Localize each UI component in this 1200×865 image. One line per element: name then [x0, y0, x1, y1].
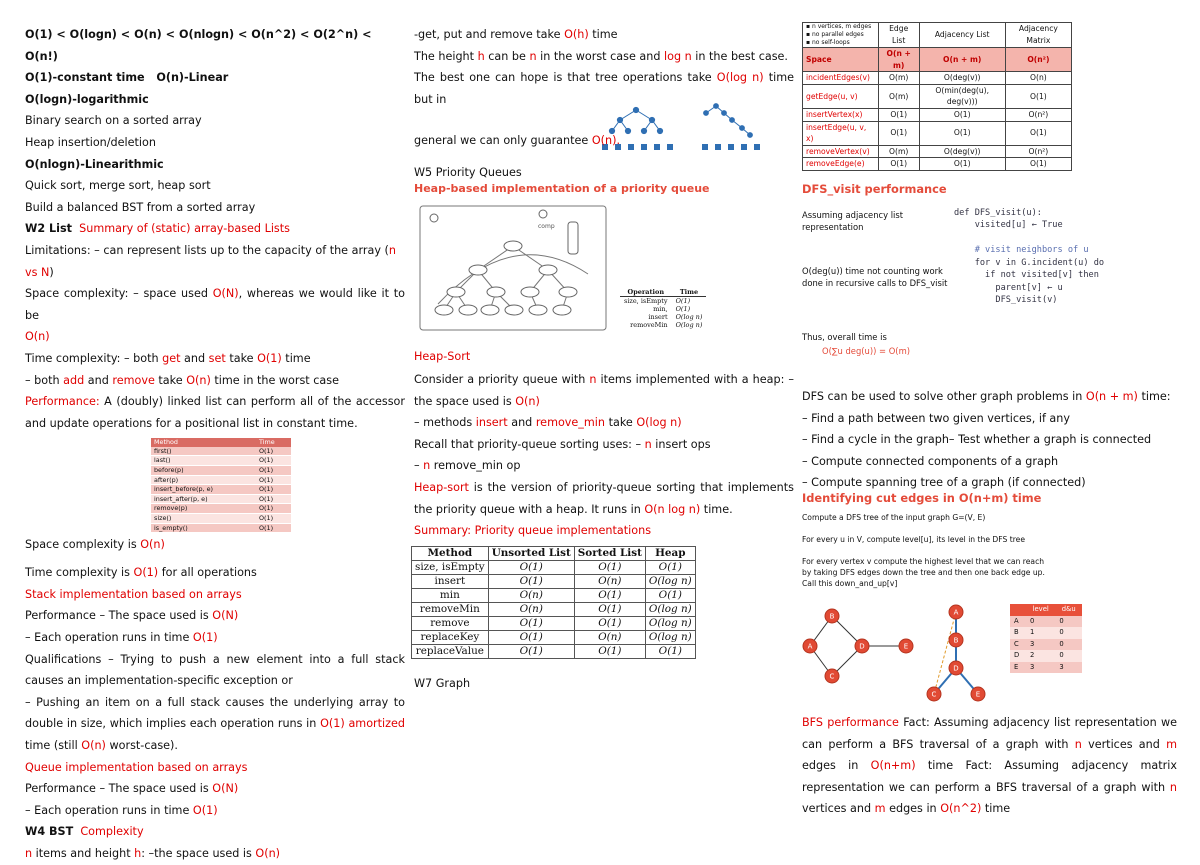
pq-value-cell: O(log n) [645, 616, 695, 630]
heap-op-name: size, isEmpty [624, 296, 668, 305]
dfs-assume: Assuming adjacency list representation [802, 209, 904, 232]
method-row [151, 504, 291, 514]
dfs-tree-node-label: E [975, 690, 981, 699]
pq-value-cell: O(n) [574, 574, 645, 588]
graph-op-row [803, 121, 1072, 145]
cut-cell: E [1014, 662, 1019, 671]
graph-structure-table [802, 22, 1072, 171]
time-cell: O(1) [256, 494, 291, 504]
queue-perf: Performance – The space used is O(N) [25, 782, 239, 796]
pq-row [412, 588, 696, 602]
method-row [151, 494, 291, 504]
cut-title: Identifying cut edges in O(n+m) time [802, 490, 1042, 505]
adj-matrix-header: Adjacency Matrix [1005, 23, 1071, 48]
dfs-tree-node-label: C [931, 690, 937, 699]
dfs-tree-node-label: D [953, 664, 959, 673]
cut-cell: A [1014, 616, 1019, 625]
cut-step-3: For every vertex v compute the highest level that we can reach by taking DFS edges down the tree and then one back edge up. Call this down_and_up[v] [802, 556, 1045, 588]
stack-title: Stack implementation based on arrays [25, 587, 242, 601]
heap-op-name: insert [648, 312, 668, 321]
dfs-tree-node-label: B [953, 636, 959, 645]
cut-cell: 2 [1030, 651, 1035, 660]
cut-cell: 3 [1030, 639, 1035, 648]
method-cell: before(p) [151, 466, 256, 476]
queue-title: Queue implementation based on arrays [25, 760, 248, 774]
pq-summary-table [411, 546, 696, 659]
cut-cell: 0 [1030, 616, 1035, 625]
method-row [151, 447, 291, 456]
code-line: for v in G.incident(u) do [954, 257, 1105, 268]
graph-node-label: B [829, 612, 835, 621]
heap-sort-title: Heap-Sort [414, 349, 471, 363]
pq-value-cell: O(1) [488, 560, 574, 574]
get-put-remove: -get, put and remove take O(h) time [414, 28, 618, 41]
time-cell: O(1) [256, 485, 291, 495]
cut-cell: 0 [1059, 616, 1064, 625]
time-cell: O(1) [256, 456, 291, 466]
pq-value-cell: O(log n) [645, 630, 695, 644]
code-line: parent[v] ← u [954, 282, 1063, 293]
heap-op-name: min, [653, 304, 668, 313]
dfs-use-1: – Find a path between two given vertices, if any [802, 411, 1071, 425]
log-title: O(logn)-logarithmic [25, 92, 149, 106]
column-1 [25, 24, 405, 865]
pq-header-cell: Sorted List [574, 546, 645, 560]
dfs-use-3: – Compute connected components of a graph [802, 454, 1059, 468]
w2-heading: W2 List Summary of (static) array-based Lists [25, 222, 290, 236]
pq-row [412, 560, 696, 574]
dfs-use-2: – Find a cycle in the graph– Test whether a graph is connected [802, 433, 1152, 447]
graph-op-name: insertVertex(x) [803, 108, 879, 121]
time-cell: O(1) [256, 504, 291, 514]
legend-2: ▪ no parallel edges [806, 31, 864, 38]
cut-row [1010, 662, 1082, 674]
dfs-title: DFS_visit performance [802, 181, 947, 196]
graph-op-cost: O(1) [1005, 121, 1071, 145]
complexity-order: O(1) < O(logn) < O(n) < O(nlogn) < O(n^2) < O(2^n) < O(n!) [25, 28, 372, 63]
pq-value-cell: O(1) [488, 574, 574, 588]
method-row [151, 514, 291, 524]
graph-op-row [803, 84, 1072, 108]
pq-value-cell: O(n) [574, 630, 645, 644]
legend-cell [803, 23, 879, 48]
pq-value-cell: O(1) [574, 588, 645, 602]
graph-node-label: A [807, 642, 813, 651]
pq-value-cell: O(1) [574, 644, 645, 658]
graph-op-name: insertEdge(u, v, x) [803, 121, 879, 145]
method-row [151, 475, 291, 485]
cut-cell: 1 [1030, 628, 1035, 637]
pq-value-cell: O(1) [645, 560, 695, 574]
graph-op-cost: O(n²) [1005, 108, 1071, 121]
heap-op-time: O(1) [675, 304, 691, 313]
pq-row [412, 602, 696, 616]
limitations: Limitations: – can represent lists up to the capacity of the array (n vs N) [25, 243, 396, 279]
pq-value-cell: O(1) [488, 644, 574, 658]
cut-cell: 0 [1059, 639, 1064, 648]
legend-3: ▪ no self-loops [806, 39, 850, 46]
pq-method-cell: remove [412, 616, 489, 630]
method-cell: last() [151, 456, 256, 466]
method-header: Method [151, 438, 256, 447]
method-cell: remove(p) [151, 504, 256, 514]
method-cell: insert_before(p, e) [151, 485, 256, 495]
heap-op-row [620, 296, 706, 305]
heap-op-time: O(log n) [675, 312, 703, 321]
dfs-tree-node-label: A [953, 608, 959, 617]
heap-sort-1: Consider a priority queue with n items implemented with a heap: – the space used is O(n) [414, 372, 795, 408]
queue-each: – Each operation runs in time O(1) [25, 803, 218, 817]
heap-op-name: removeMin [630, 320, 668, 329]
time-cell: O(1) [256, 447, 291, 456]
stack-each: – Each operation runs in time O(1) [25, 631, 218, 645]
code-line: if not visited[v] then [954, 270, 1099, 281]
cut-header-cell: level [1032, 604, 1049, 613]
nlogn-example-2: Build a balanced BST from a sorted array [25, 200, 256, 214]
graph-op-cost: O(1) [919, 158, 1005, 171]
graph-op-row [803, 158, 1072, 171]
dfs-odeg: O(deg(u)) time not counting work done in recursive calls to DFS_visit [802, 265, 948, 288]
bfs-performance: BFS performance Fact: Assuming adjacency list representation we can perform a BFS traversal of a graph with n vertices and m edges in O(n+m) time Fact: Assuming adjacency matrix representation we can perform a BFS traversal of a graph with n vertices and m edges in O(n^2) time [802, 715, 1178, 816]
log-example-1: Binary search on a sorted array [25, 114, 202, 128]
method-cell: first() [151, 447, 256, 456]
code-line [954, 232, 1104, 245]
graph-op-cost: O(min(deg(u), deg(v))) [919, 84, 1005, 108]
pq-row [412, 574, 696, 588]
tree-height: The height h can be n in the worst case and log n in the best case. [414, 49, 788, 63]
time-cell: O(1) [256, 475, 291, 485]
code-line: def DFS_visit(u): [954, 207, 1042, 218]
pq-value-cell: O(1) [574, 560, 645, 574]
graph-node-label: C [829, 672, 835, 681]
graph-op-row [803, 145, 1072, 158]
heap-sort-2: – methods insert and remove_min take O(log n) [414, 416, 682, 430]
pq-value-cell: O(1) [574, 602, 645, 616]
graph-op-cost: O(deg(v)) [919, 145, 1005, 158]
cut-header-cell [1010, 604, 1026, 616]
pq-value-cell: O(1) [488, 616, 574, 630]
time-cell: O(1) [256, 523, 291, 533]
dfs-thus: Thus, overall time is [802, 331, 887, 342]
cut-cell: 3 [1059, 662, 1064, 671]
heap-sort-4: – n remove_min op [414, 459, 521, 473]
graph-op-cost: O(1) [1005, 84, 1071, 108]
method-row [151, 466, 291, 476]
pq-row [412, 616, 696, 630]
pq-value-cell: O(n) [488, 602, 574, 616]
cut-edges-figure [802, 490, 1177, 712]
pq-value-cell: O(n) [488, 588, 574, 602]
cut-step-2: For every u in V, compute level[u], its level in the DFS tree [802, 534, 1026, 544]
cut-cell: 3 [1030, 662, 1035, 671]
guarantee-row [414, 110, 794, 154]
heap-op-row [620, 321, 706, 329]
guarantee: general we can only guarantee O(n). [414, 134, 621, 148]
heap-op-time: O(1) [675, 296, 691, 305]
graph-op-cost: O(m) [878, 145, 919, 158]
w7-heading: W7 Graph [414, 676, 471, 690]
method-row [151, 456, 291, 466]
graph-op-cost: O(1) [919, 121, 1005, 145]
pq-header-cell: Method [412, 546, 489, 560]
graph-op-name: incidentEdges(v) [803, 72, 879, 85]
pq-header-cell: Unsorted List [488, 546, 574, 560]
cut-cell: D [1014, 651, 1020, 660]
space-is-on: Space complexity is O(n) [25, 538, 165, 552]
graph-op-cost: O(m) [878, 72, 919, 85]
code-line: visited[u] ← True [954, 220, 1063, 231]
cut-row [1010, 627, 1082, 639]
cut-header-cell: d&u [1061, 604, 1076, 613]
pq-method-cell: removeMin [412, 602, 489, 616]
cut-edge-graphs [800, 598, 1010, 710]
heap-figure [414, 181, 794, 369]
graph-op-cost: O(m) [878, 84, 919, 108]
pq-method-cell: replaceKey [412, 630, 489, 644]
column-3 [802, 22, 1177, 820]
method-cell: is_empty() [151, 523, 256, 533]
pq-value-cell: O(log n) [645, 574, 695, 588]
performance-linked-list: Performance: A (doubly) linked list can perform all of the accessor and update operations for a positional list in constant time. [25, 395, 405, 430]
code-line: # visit neighbors of u [954, 245, 1089, 256]
w5-heading: W5 Priority Queues [414, 166, 522, 180]
heap-ops-table: Operation Time size, isEmpty O(1) min, O(1) insert O(log n) removeMin O(log n) [620, 288, 706, 329]
graph-op-row [803, 72, 1072, 85]
method-row [151, 523, 291, 533]
dfs-use-4: – Compute spanning tree of a graph (if connected) [802, 476, 1086, 490]
graph-op-cost: O(1) [878, 158, 919, 171]
method-row [151, 485, 291, 495]
time-complexity: Time complexity: – both get and set take O(1) time [25, 351, 311, 365]
graph-op-row [803, 108, 1072, 121]
graph-op-name: removeEdge(e) [803, 158, 879, 171]
bst-shapes-figure [602, 104, 777, 152]
heap-figure-title: Heap-based implementation of a priority queue [414, 181, 710, 195]
graph-op-cost: O(1) [878, 121, 919, 145]
pq-row [412, 644, 696, 658]
time-header: Time [256, 438, 291, 447]
graph-op-cost: O(n²) [1005, 145, 1071, 158]
best-hope: The best one can hope is that tree operations take O(log n) time but in [414, 71, 794, 106]
stack-perf: Performance – The space used is O(N) [25, 609, 239, 623]
code-line: DFS_visit(v) [954, 295, 1058, 306]
nlogn-example-1: Quick sort, merge sort, heap sort [25, 179, 211, 193]
method-cell: insert_after(p, e) [151, 494, 256, 504]
pq-value-cell: O(1) [574, 616, 645, 630]
cut-row [1010, 650, 1082, 662]
space-label: Space [803, 48, 879, 72]
method-cell: after(p) [151, 475, 256, 485]
pq-method-cell: replaceValue [412, 644, 489, 658]
dfs-uses: DFS can be used to solve other graph problems in O(n + m) time: [802, 389, 1171, 403]
cut-row [1010, 639, 1082, 651]
nlogn-title: O(nlogn)-Linearithmic [25, 157, 164, 171]
comp-label: comp [538, 222, 555, 230]
add-remove: – both add and remove take O(n) time in the worst case [25, 373, 339, 387]
pushing: – Pushing an item on a full stack causes the underlying array to double in size, which implies each operation runs in O(1) amortized time (still O(n) worst-case). [25, 695, 405, 753]
pq-method-cell: size, isEmpty [412, 560, 489, 574]
adj-list-header: Adjacency List [919, 23, 1005, 48]
heap-op-row [620, 313, 706, 321]
pq-value-cell: O(1) [645, 644, 695, 658]
graph-op-name: removeVertex(v) [803, 145, 879, 158]
method-cell: size() [151, 514, 256, 524]
graph-op-cost: O(deg(v)) [919, 72, 1005, 85]
column-2 [414, 24, 794, 694]
edge-list-header: Edge List [878, 23, 919, 48]
space-value: O(n + m) [919, 48, 1005, 72]
pq-value-cell: O(log n) [645, 602, 695, 616]
heap-sort-3: Recall that priority-queue sorting uses: – n insert ops [414, 437, 711, 451]
graph-op-cost: O(1) [1005, 158, 1071, 171]
heap-sort-5: Heap-sort is the version of priority-queue sorting that implements the priority queue with a heap. It runs in O(n log n) time. [414, 480, 794, 516]
heap-op-time: O(log n) [675, 320, 703, 329]
pq-method-cell: insert [412, 574, 489, 588]
graph-op-name: getEdge(u, v) [803, 84, 879, 108]
cut-cell: C [1014, 639, 1019, 648]
space-value: O(n²) [1005, 48, 1071, 72]
cut-level-table [1010, 604, 1082, 674]
pq-value-cell: O(1) [645, 588, 695, 602]
time-cell: O(1) [256, 466, 291, 476]
time-cell: O(1) [256, 514, 291, 524]
graph-node-label: D [859, 642, 865, 651]
heap-op-row [620, 305, 706, 313]
method-table-area [25, 434, 405, 552]
dfs-code [954, 207, 1104, 307]
dfs-total: O(∑u deg(u)) = O(m) [822, 345, 910, 356]
pq-summary-title: Summary: Priority queue implementations [414, 524, 652, 538]
graph-op-cost: O(1) [878, 108, 919, 121]
pq-header-cell: Heap [645, 546, 695, 560]
pq-value-cell: O(1) [488, 630, 574, 644]
pq-row [412, 630, 696, 644]
const-linear: O(1)-constant time O(n)-Linear [25, 71, 229, 85]
space-value: O(n + m) [878, 48, 919, 72]
log-example-2: Heap insertion/deletion [25, 135, 156, 149]
cut-row [1010, 616, 1082, 628]
qualifications: Qualifications – Trying to push a new element into a full stack causes an implementation-specific exception or [25, 652, 405, 688]
legend-1: ▪ n vertices, m edges [806, 23, 872, 30]
cut-cell: B [1014, 628, 1019, 637]
heap-tree-diagram [418, 204, 608, 334]
pq-method-cell: min [412, 588, 489, 602]
dfs-visit-figure [802, 179, 1177, 384]
space-complexity: Space complexity: – space used O(N), whereas we would like it to be O(n) [25, 287, 406, 344]
bst-space: n items and height h: –the space used is O(n) [25, 847, 281, 860]
time-all-ops: Time complexity is O(1) for all operations [25, 566, 257, 580]
graph-op-cost: O(1) [919, 108, 1005, 121]
graph-op-cost: O(n) [1005, 72, 1071, 85]
graph-node-label: E [903, 642, 909, 651]
cut-step-1: Compute a DFS tree of the input graph G=(V, E) [802, 512, 986, 522]
w4-heading: W4 BST Complexity [25, 825, 144, 839]
cut-cell: 0 [1059, 651, 1064, 660]
cut-cell: 0 [1059, 628, 1064, 637]
method-table [151, 438, 291, 533]
